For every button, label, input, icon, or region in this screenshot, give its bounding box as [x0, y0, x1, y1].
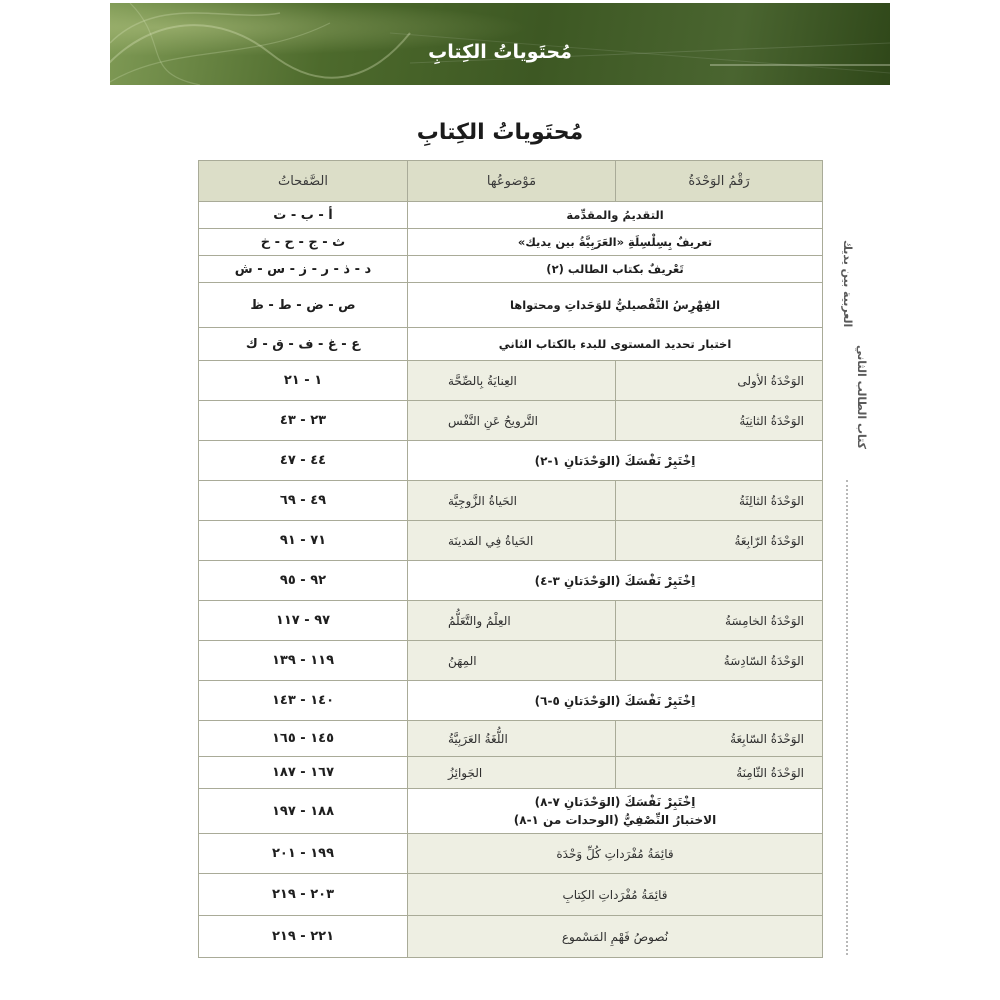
table-row	[199, 757, 823, 789]
row-unit: الوَحْدَةُ الثّامِنَةُ	[616, 757, 823, 789]
row-test-line1: اِخْتَبِرْ نَفْسَكَ (الوَحْدَتانِ ٧-٨)	[534, 795, 696, 809]
row-pages: ٢٣ - ٤٣	[199, 401, 408, 441]
row-title: اختبار تحديد المستوى للبدء بالكتاب الثاني	[408, 328, 823, 361]
side-divider	[846, 480, 848, 955]
row-pages: ص - ض - ط - ظ	[199, 283, 408, 328]
table-row	[199, 789, 823, 834]
row-pages: ٢٠٣ - ٢١٩	[199, 874, 408, 916]
row-pages: ٤٩ - ٦٩	[199, 481, 408, 521]
row-pages: ١٨٨ - ١٩٧	[199, 789, 408, 834]
banner-title: مُحتَوياتُ الكِتابِ	[428, 41, 572, 63]
page-title: مُحتَوياتُ الكِتابِ	[416, 120, 584, 145]
row-title: قائِمَةُ مُفْرَداتِ الكِتابِ	[408, 874, 823, 916]
table-row	[199, 521, 823, 561]
table-row	[199, 834, 823, 874]
header-pages: الصَّفحاتُ	[199, 161, 408, 202]
row-unit: الوَحْدَةُ الرّابِعَةُ	[616, 521, 823, 561]
table-row	[199, 229, 823, 256]
row-unit: الوَحْدَةُ الثانِيَةُ	[616, 401, 823, 441]
row-unit: الوَحْدَةُ السّادِسَةُ	[616, 641, 823, 681]
row-pages: د - ذ - ر - ز - س - ش	[199, 256, 408, 283]
table-row	[199, 328, 823, 361]
row-topic: العِنايَةُ بِالصِّحَّة	[408, 361, 616, 401]
table-row	[199, 601, 823, 641]
row-pages: ١٤٠ - ١٤٣	[199, 681, 408, 721]
side-book-label: كتاب الطالب الثاني	[855, 345, 868, 450]
table-row	[199, 641, 823, 681]
row-test-line2: الاختبارُ النِّصْفِيُّ (الوحدات من ١-٨)	[513, 813, 717, 827]
header-unit: رَقْمُ الوَحْدَةُ	[616, 161, 823, 202]
row-topic: العِلْمُ والتَّعَلُّمُ	[408, 601, 616, 641]
row-unit: الوَحْدَةُ الأولى	[616, 361, 823, 401]
table-row	[199, 361, 823, 401]
contents-table	[198, 160, 823, 958]
table-row	[199, 202, 823, 229]
row-title: الفِهْرِسُ التَّفْصيليُّ للوَحَداتِ ومحتواها	[408, 283, 823, 328]
row-topic: الحَياةُ فِي المَدينَة	[408, 521, 616, 561]
row-pages: ١٤٥ - ١٦٥	[199, 721, 408, 757]
row-pages: ١٩٩ - ٢٠١	[199, 834, 408, 874]
row-topic: الجَوائِزُ	[408, 757, 616, 789]
row-test: اِخْتَبِرْ نَفْسَكَ (الوَحْدَتانِ ٣-٤)	[408, 561, 823, 601]
table-row	[199, 721, 823, 757]
row-pages: ٩٢ - ٩٥	[199, 561, 408, 601]
table-row	[199, 401, 823, 441]
row-pages: ٢٢١ - ٢١٩	[199, 916, 408, 958]
row-pages: ١ - ٢١	[199, 361, 408, 401]
row-title: تَعْريفٌ بكتاب الطالب (٢)	[408, 256, 823, 283]
row-test: اِخْتَبِرْ نَفْسَكَ (الوَحْدَتانِ ٥-٦)	[408, 681, 823, 721]
row-title: تعريفٌ بِسِلْسِلَةِ «العَرَبِيَّةُ بين يديك»	[408, 229, 823, 256]
header-topic: مَوْضوعُها	[408, 161, 616, 202]
header-banner	[110, 3, 890, 85]
row-pages: ١١٩ - ١٣٩	[199, 641, 408, 681]
table-row	[199, 441, 823, 481]
table-header-row	[199, 161, 823, 202]
table-row	[199, 874, 823, 916]
row-pages: ٤٤ - ٤٧	[199, 441, 408, 481]
row-pages: ع - غ - ف - ق - ك	[199, 328, 408, 361]
table-row	[199, 256, 823, 283]
row-test: اِخْتَبِرْ نَفْسَكَ (الوَحْدَتانِ ١-٢)	[408, 441, 823, 481]
row-pages: ث - ج - ح - خ	[199, 229, 408, 256]
row-unit: الوَحْدَةُ الثالِثَةُ	[616, 481, 823, 521]
row-topic: التَّرويحُ عَنِ النَّفْس	[408, 401, 616, 441]
table-row	[199, 283, 823, 328]
row-pages: ٧١ - ٩١	[199, 521, 408, 561]
row-topic: اللُّغَةُ العَرَبِيَّةُ	[408, 721, 616, 757]
table-row	[199, 681, 823, 721]
row-pages: ١٦٧ - ١٨٧	[199, 757, 408, 789]
row-test	[408, 789, 823, 834]
row-title: التقديمُ والمقدِّمة	[408, 202, 823, 229]
table-row	[199, 916, 823, 958]
row-topic: الحَياةُ الزَّوجِيَّة	[408, 481, 616, 521]
row-unit: الوَحْدَةُ الخامِسَةُ	[616, 601, 823, 641]
row-pages: ٩٧ - ١١٧	[199, 601, 408, 641]
table-row	[199, 481, 823, 521]
row-topic: المِهَنُ	[408, 641, 616, 681]
row-title: قائِمَةُ مُفْرَداتِ كُلِّ وَحْدَة	[408, 834, 823, 874]
side-series-label: العربية بين يديك	[841, 240, 854, 328]
row-pages: أ - ب - ت	[199, 202, 408, 229]
row-title: نُصوصُ فَهْمِ المَسْموع	[408, 916, 823, 958]
table-row	[199, 561, 823, 601]
row-unit: الوَحْدَةُ السّابِعَةُ	[616, 721, 823, 757]
